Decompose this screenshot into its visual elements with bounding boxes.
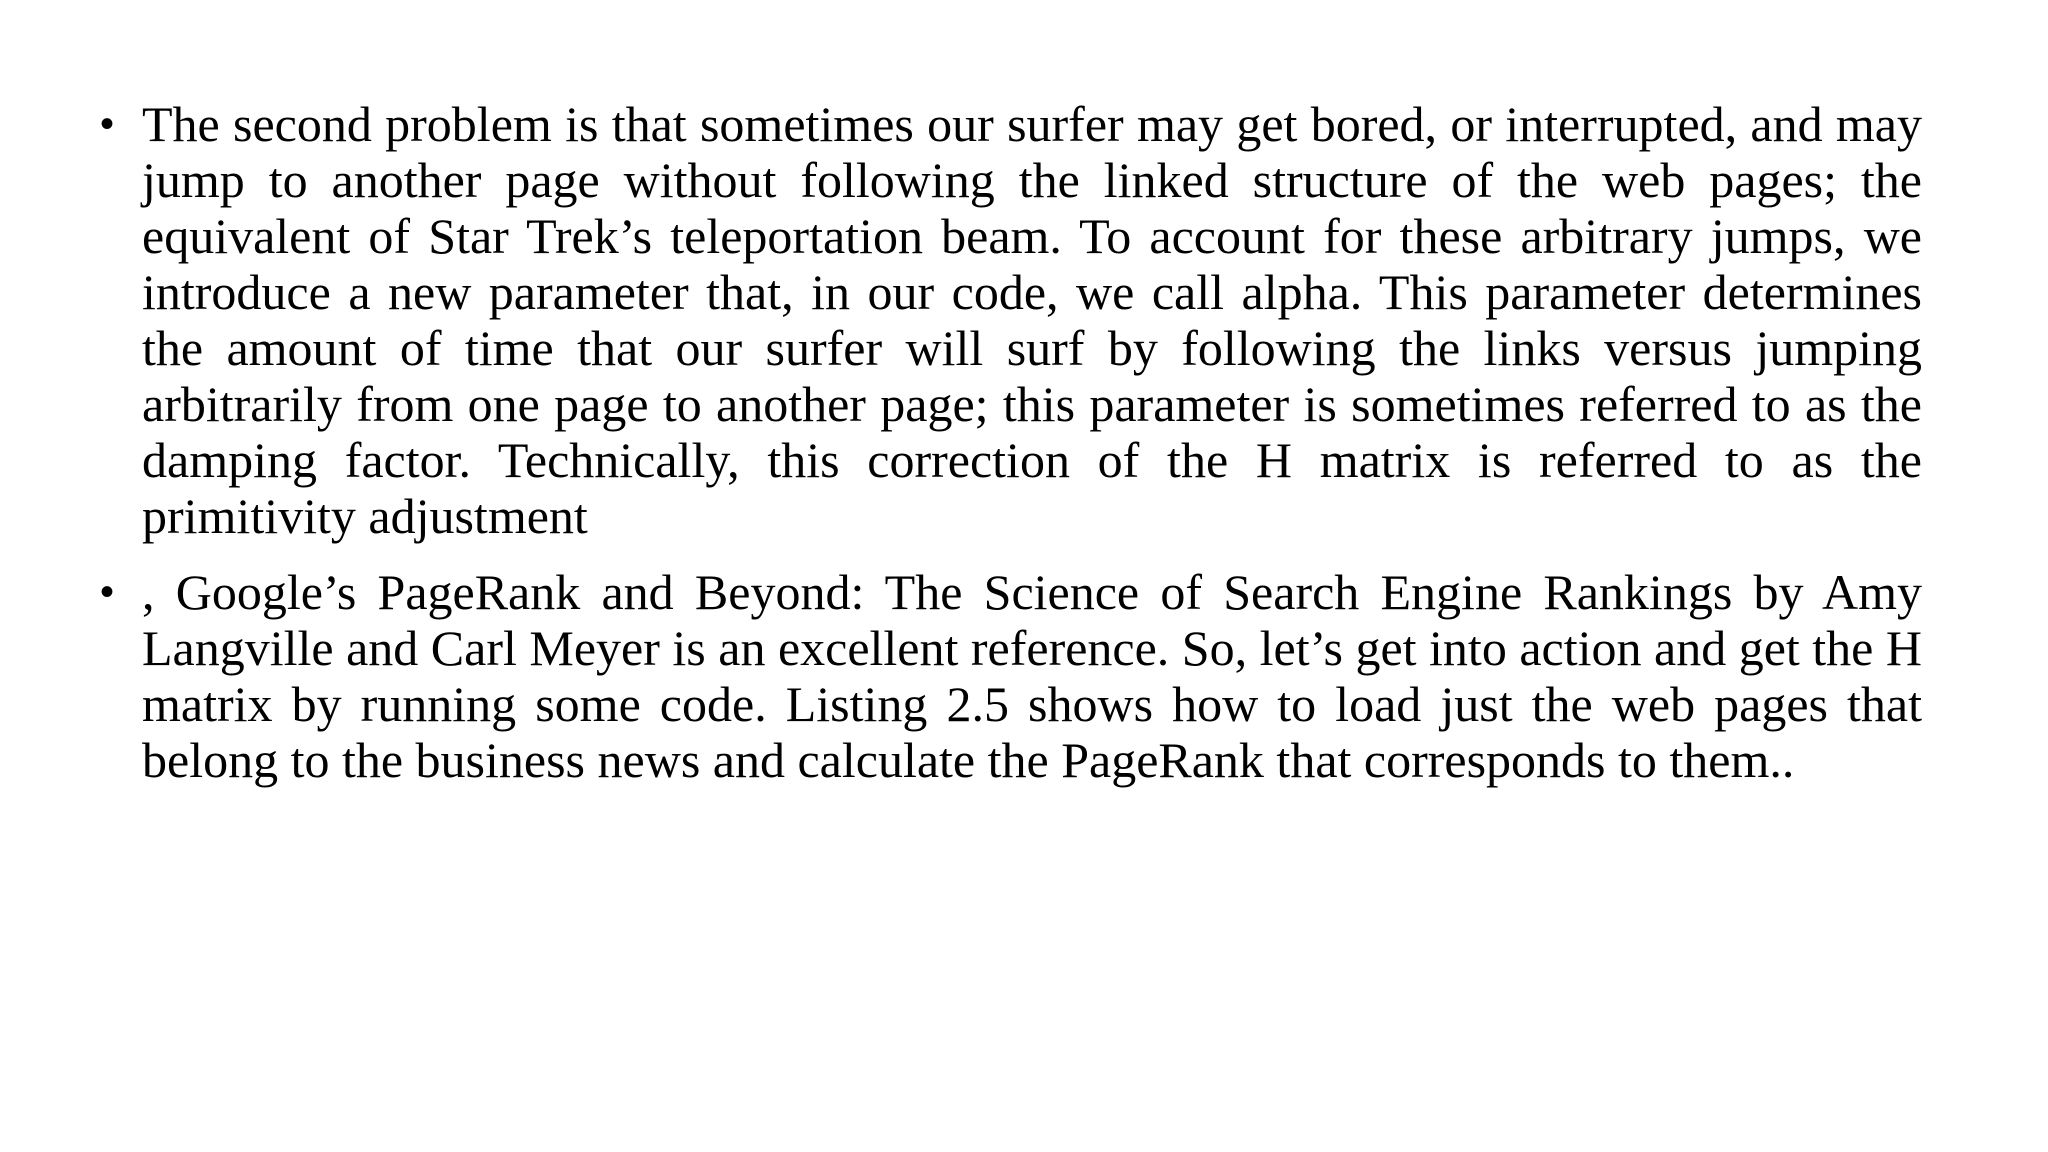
bullet-text: , Google’s PageRank and Beyond: The Science of Search Engine Rankings by Amy Langville and Carl Meyer is an excellent reference. So, let’s get into action and get the H matrix by running some code. Listing 2.5 shows how to load just the web pages that belong to the business news and calculate the PageRank that corresponds to them.. [142, 564, 1922, 788]
bullet-point-icon: • [100, 102, 115, 146]
bullet-text: The second problem is that sometimes our surfer may get bored, or interrupted, and may jump to another page without following the linked structure of the web pages; the equivalent of Star Trek’s teleportation beam. To account for these arbitrary jumps, we introduce a new parameter that, in our code, we call alpha. This parameter determines the amount of time that our surfer will surf by following the links versus jumping arbitrarily from one page to another page; this parameter is sometimes referred to as the damping factor. Technically, this correction of the H matrix is referred to as the primitivity adjustment [142, 96, 1922, 544]
bullet-item-primitivity-adjustment [100, 96, 1922, 544]
bullet-list [100, 96, 1922, 808]
bullet-item-pagerank-reference [100, 564, 1922, 788]
bullet-point-icon: • [100, 570, 115, 614]
